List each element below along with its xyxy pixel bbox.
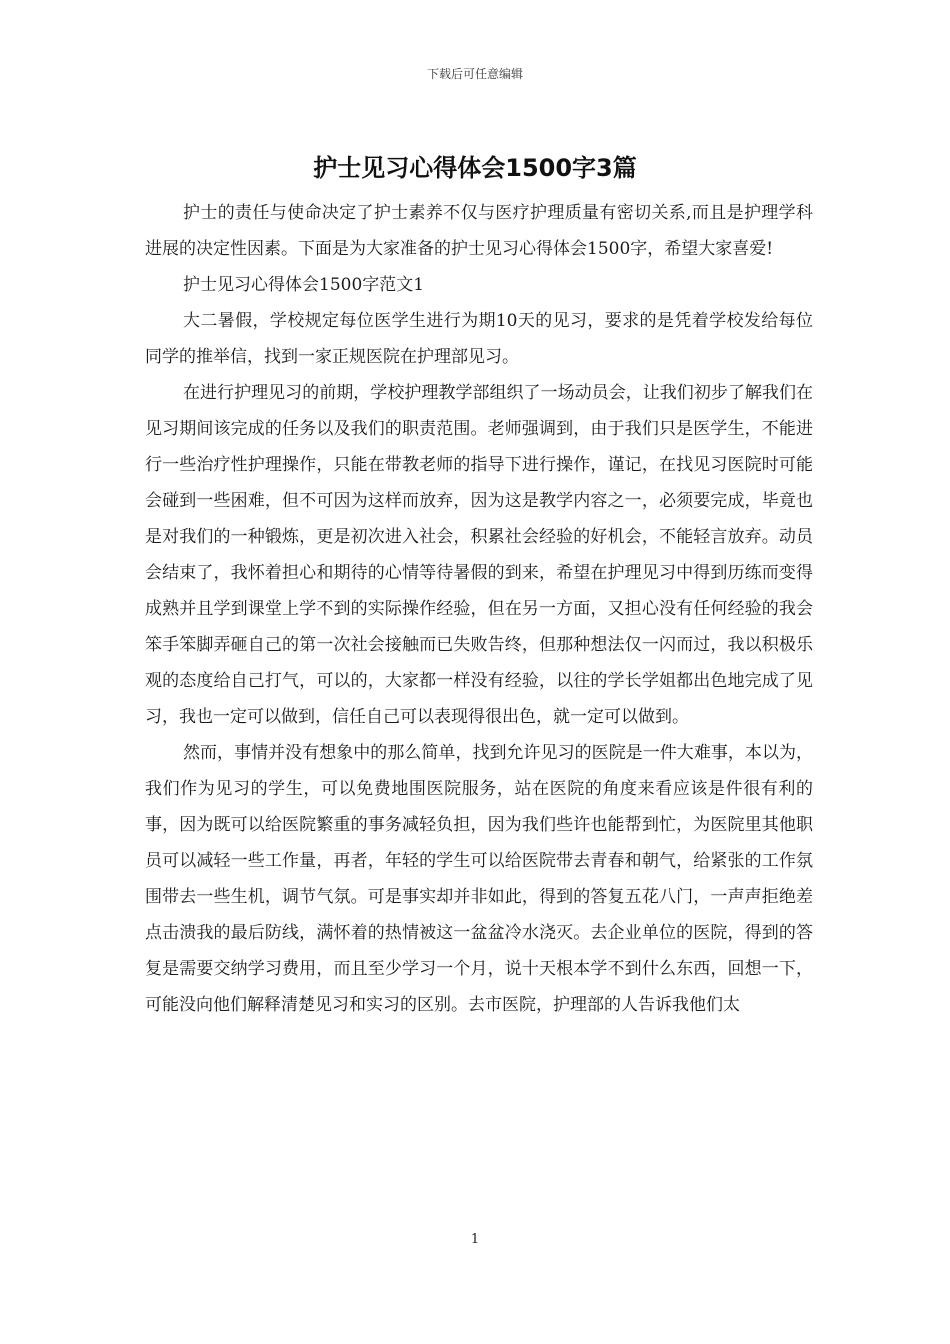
paragraph-summer-internship: 大二暑假，学校规定每位医学生进行为期10天的见习，要求的是凭着学校发给每位同学的推举信，找到一家正规医院在护理部见习。 bbox=[145, 311, 813, 367]
document-title: 护士见习心得体会1500字3篇 bbox=[313, 154, 637, 182]
paragraph-finding-hospital: 然而，事情并没有想象中的那么简单，找到允许见习的医院是一件大难事，本以为，我们作为见习的学生，可以免费地围医院服务，站在医院的角度来看应该是件很有利的事，因为既可以给医院繁重的事务减轻负担，因为我们些许也能帮到忙，为医院里其他职员可以减轻一些工作量，再者，年轻的学生可以给医院带去青春和朝气，给紧张的工作氛围带去一些生机，调节气氛。可是事实却并非如此，得到的答复五花八门，一声声拒绝差点击溃我的最后防线，满怀着的热情被这一盆盆冷水浇灭。去企业单位的医院，得到的答复是需要交纳学习费用，而且至少学习一个月，说十天根本学不到什么东西，回想一下，可能没向他们解释清楚见习和实习的区别。去市医院，护理部的人告诉我他们太 bbox=[145, 743, 813, 1015]
page-header: 下载后可任意编辑 bbox=[426, 67, 523, 81]
document-body bbox=[145, 195, 813, 1023]
paragraph-subheading: 护士见习心得体会1500字范文1 bbox=[183, 275, 425, 295]
paragraph-mobilization-meeting: 在进行护理见习的前期，学校护理教学部组织了一场动员会，让我们初步了解我们在见习期间该完成的任务以及我们的职责范围。老师强调到，由于我们只是医学生，不能进行一些治疗性护理操作，只能在带教老师的指导下进行操作，谨记，在找见习医院时可能会碰到一些困难，但不可因为这样而放弃，因为这是教学内容之一，必须要完成，毕竟也是对我们的一种锻炼，更是初次进入社会，积累社会经验的好机会，不能轻言放弃。动员会结束了，我怀着担心和期待的心情等待暑假的到来，希望在护理见习中得到历练而变得成熟并且学到课堂上学不到的实际操作经验，但在另一方面，又担心没有任何经验的我会笨手笨脚弄砸自己的第一次社会接触而已失败告终，但那种想法仅一闪而过，我以积极乐观的态度给自己打气，可以的，大家都一样没有经验，以往的学长学姐都出色地完成了见习，我也一定可以做到，信任自己可以表现得很出色，就一定可以做到。 bbox=[145, 383, 813, 727]
page-number: 1 bbox=[470, 1232, 480, 1247]
paragraph-intro: 护士的责任与使命决定了护士素养不仅与医疗护理质量有密切关系,而且是护理学科进展的决定性因素。下面是为大家准备的护士见习心得体会1500字，希望大家喜爱! bbox=[145, 203, 813, 259]
